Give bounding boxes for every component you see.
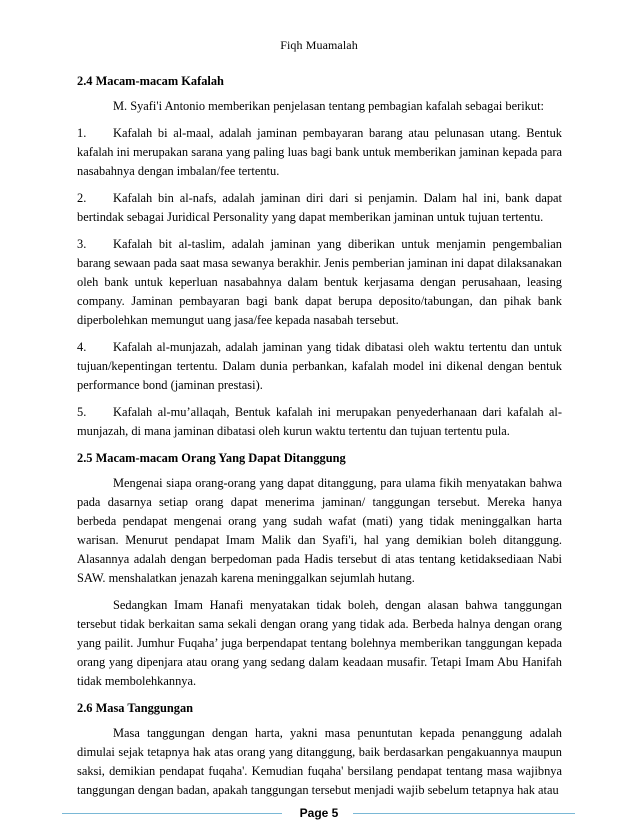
section-heading-2-4: 2.4 Macam-macam Kafalah	[77, 74, 224, 88]
list-item: 2. Kafalah bin al-nafs, adalah jaminan diri dari si penjamin. Dalam hal ini, bank dapat bertindak sebagai Juridical Personality yang dapat memberikan jaminan untuk tujuan tertentu.	[77, 191, 562, 224]
footer-rule-right	[353, 813, 575, 814]
running-header: Fiqh Muamalah	[280, 38, 358, 52]
list-item: 4. Kafalah al-munjazah, adalah jaminan yang tidak dibatasi oleh waktu tertentu dan untuk tujuan/kepentingan tertentu. Dalam dunia perbankan, kafalah model ini dikenal dengan bentuk performance bond (jaminan prestasi).	[77, 340, 562, 392]
section-intro: M. Syafi'i Antonio memberikan penjelasan tentang pembagian kafalah sebagai berikut:	[113, 99, 544, 113]
page-footer	[0, 804, 638, 822]
paragraph: Masa tanggungan dengan harta, yakni masa penuntutan kepada penanggung adalah dimulai sejak tetapnya hak atas orang yang ditanggung, baik berdasarkan pengakuannya maupun saksi, demikian pendapat fuqaha'. Kemudian fuqaha' bersilang pendapat tentang masa wajibnya tanggungan dengan badan, apakah tanggungan tersebut menjadi wajib sebelum tetapnya hak atau	[77, 726, 562, 797]
section-heading-2-6: 2.6 Masa Tanggungan	[77, 701, 194, 715]
paragraph: Sedangkan Imam Hanafi menyatakan tidak boleh, dengan alasan bahwa tanggungan tersebut tidak berkaitan sama sekali dengan orang yang tidak ada. Berbeda halnya dengan orang yang pailit. Jumhur Fuqaha’ juga berpendapat tentang bolehnya memberikan tanggungan kepada orang yang dipenjara atau orang yang sedang dalam keadaan musafir. Tetapi Imam Abu Hanifah tidak membolehkannya.	[77, 598, 562, 688]
page-number: Page 5	[299, 806, 339, 820]
document-body	[77, 66, 562, 808]
list-item: 5. Kafalah al-mu’allaqah, Bentuk kafalah ini merupakan penyederhanaan dari kafalah al-munjazah, di mana jaminan dibatasi oleh kurun waktu tertentu dan tujuan tertentu pula.	[77, 405, 562, 438]
footer-rule-left	[62, 813, 282, 814]
list-item: 3. Kafalah bit al-taslim, adalah jaminan yang diberikan untuk menjamin pengembalian barang sewaan pada saat masa sewanya berakhir. Jenis pemberian jaminan ini dapat dilaksanakan oleh bank untuk keperluan nasabahnya dalam bentuk kerjasama dengan perusahaan, leasing company. Jaminan pembayaran bagi bank dapat berupa deposito/tabungan, dan pihak bank diperbolehkan memungut uang jasa/fee kepada nasabah tersebut.	[77, 237, 562, 327]
paragraph: Mengenai siapa orang-orang yang dapat ditanggung, para ulama fikih menyatakan bahwa pada dasarnya setiap orang dapat menerima jaminan/ tanggungan tersebut. Mereka hanya berbeda pendapat mengenai orang yang sudah wafat (mati) yang tidak meninggalkan harta warisan. Menurut pendapat Imam Malik dan Syafi'i, hal yang demikian boleh ditanggung. Alasannya adalah dengan berpedoman pada Hadis tersebut di atas tentang ketidaksediaan Nabi SAW. menshalatkan jenazah karena meninggalkan sejumlah hutang.	[77, 476, 562, 585]
list-item: 1. Kafalah bi al-maal, adalah jaminan pembayaran barang atau pelunasan utang. Bentuk kafalah ini merupakan sarana yang paling luas bagi bank untuk memberikan jaminan kepada para nasabahnya dengan imbalan/fee tertentu.	[77, 126, 562, 178]
section-heading-2-5: 2.5 Macam-macam Orang Yang Dapat Ditanggung	[77, 451, 346, 465]
